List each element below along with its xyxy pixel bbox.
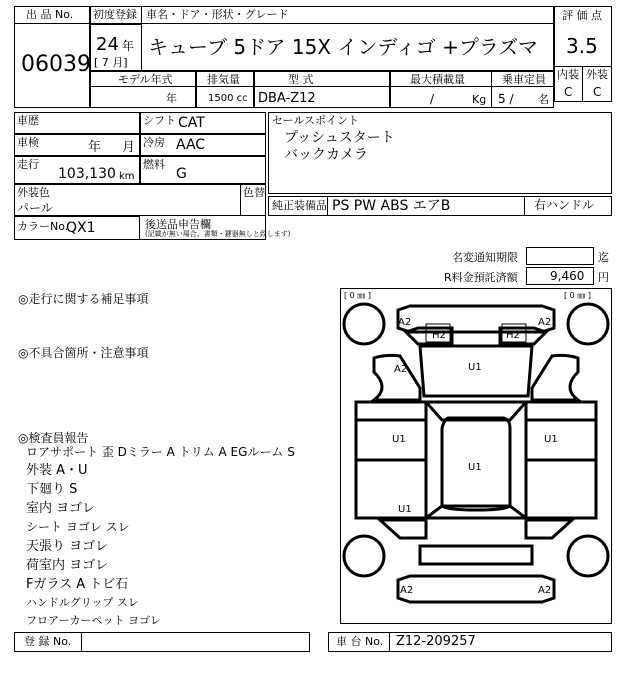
- max-load-unit: Kg: [472, 93, 487, 106]
- car-outline-svg: [340, 288, 612, 624]
- equipment-label: 純正装備品: [272, 199, 327, 212]
- mark-u1-windshield: U1: [468, 362, 482, 373]
- mark-a2-front-left: A2: [398, 317, 412, 328]
- sales-point-1: プッシュスタート: [284, 130, 395, 146]
- tire-depth-left: [ 0 ㎜ ]: [344, 291, 371, 300]
- score-value: 3.5: [566, 34, 598, 58]
- recycle-label: R料金預託済額: [444, 271, 518, 284]
- tire-rear-right: [568, 536, 608, 576]
- exterior-color-label: 外装色: [17, 186, 50, 199]
- notice-unit: 迄: [598, 251, 609, 264]
- first-reg-label: 初度登録: [93, 8, 137, 21]
- report-line: ハンドルグリップ スレ: [26, 596, 139, 609]
- report-line: 荷室内 ヨゴレ: [26, 558, 109, 573]
- exterior-label: 外装: [586, 68, 608, 81]
- rear-bumper-outline: [398, 576, 554, 602]
- color-no-label: カラーNo.: [17, 220, 69, 233]
- left-front-fender: [374, 355, 420, 400]
- model-year-unit: 年: [166, 92, 177, 105]
- equipment-value: PS PW ABS エアB: [332, 198, 451, 214]
- history-label: 車歴: [17, 114, 39, 127]
- inspector-report-heading: ◎検査員報告: [18, 431, 89, 445]
- reg-month: [ 7 月]: [94, 56, 128, 69]
- report-line: ロアサポート 歪 Dミラー A トリム A EGルーム S: [26, 445, 295, 459]
- mileage-label: 走行: [17, 158, 39, 171]
- chassis-label: 車 台 No.: [336, 635, 384, 648]
- mark-a2-rear-left: A2: [400, 585, 414, 596]
- report-line: 外装 A・U: [26, 463, 88, 478]
- displacement-value: 1500 cc: [208, 93, 248, 104]
- chassis-value: Z12-209257: [396, 634, 476, 649]
- tailgate-outline: [420, 546, 532, 564]
- mileage-unit: km: [119, 171, 135, 182]
- tire-rear-left: [344, 536, 384, 576]
- mark-a2-rear-right: A2: [538, 585, 552, 596]
- shift-label: シフト: [143, 114, 176, 127]
- tire-front-right: [568, 304, 608, 344]
- registration-label: 登 録 No.: [24, 635, 72, 648]
- notice-label: 名変通知期限: [452, 251, 518, 264]
- tire-depth-right: [ 0 ㎜ ]: [564, 291, 591, 300]
- report-line: 下廻り S: [26, 482, 78, 497]
- mark-u1-left-door: U1: [392, 434, 406, 445]
- color-change-label: 色替: [243, 186, 265, 199]
- ac-label: 冷房: [143, 136, 165, 149]
- interior-label: 内装: [557, 68, 579, 81]
- report-line: フロアーカーペット ヨゴレ: [26, 614, 161, 627]
- defects-heading: ◎不具合箇所・注意事項: [18, 346, 149, 360]
- car-name: キューブ 5ドア 15X インディゴ +プラズマ: [148, 35, 538, 59]
- recycle-unit: 円: [598, 271, 609, 284]
- mark-h2-left: H2: [432, 330, 446, 341]
- exterior-color-value: パール: [17, 201, 53, 215]
- report-line: Fガラス A トビ石: [26, 577, 129, 592]
- sales-point-label: セールスポイント: [272, 114, 360, 127]
- fuel-label: 燃料: [143, 158, 165, 171]
- capacity-value: 5 /: [498, 92, 514, 106]
- driving-supplement-heading: ◎走行に関する補足事項: [18, 292, 149, 306]
- mark-u1-roof: U1: [468, 462, 482, 473]
- right-front-fender: [532, 355, 578, 400]
- model-code-label: 型 式: [288, 73, 314, 86]
- mark-u1-right-door: U1: [544, 434, 558, 445]
- max-load-slash: /: [430, 92, 435, 106]
- mark-a2-front-right: A2: [538, 317, 552, 328]
- report-line: 室内 ヨゴレ: [26, 501, 96, 516]
- inspection-year-unit: 年: [88, 140, 102, 155]
- shift-value: CAT: [178, 115, 205, 131]
- recycle-value: 9,460: [550, 269, 585, 283]
- exterior-grade: C: [593, 85, 602, 99]
- mark-u1-left-rear: U1: [398, 504, 412, 515]
- mileage-value: 103,130: [58, 166, 116, 182]
- inspection-label: 車検: [17, 136, 39, 149]
- model-code-value: DBA-Z12: [258, 91, 316, 106]
- after-report-label: 後送品申告欄: [145, 218, 211, 231]
- score-label: 評 価 点: [562, 9, 602, 22]
- inspection-month-unit: 月: [122, 140, 136, 155]
- ac-value: AAC: [176, 137, 206, 153]
- reg-year-unit: 年: [122, 39, 135, 53]
- displacement-label: 排気量: [207, 73, 240, 86]
- mark-a2-hood: A2: [394, 364, 408, 375]
- color-no-value: QX1: [66, 220, 96, 236]
- report-line: シート ヨゴレ スレ: [26, 520, 130, 534]
- reg-year: 24: [96, 34, 119, 55]
- name-label: 車名・ドア・形状・グレード: [146, 8, 289, 21]
- fuel-value: G: [176, 166, 187, 182]
- capacity-unit: 名: [538, 93, 549, 106]
- rear-window-outline: [426, 506, 526, 518]
- model-year-label: モデル年式: [118, 73, 173, 86]
- rear-quarter-outline: [380, 520, 572, 538]
- handle-value: 右ハンドル: [534, 198, 595, 212]
- mark-h2-right: H2: [506, 330, 520, 341]
- lot-number: 06039: [21, 52, 91, 77]
- report-line: 天張り ヨゴレ: [26, 539, 109, 554]
- after-report-note: (記載が無い場合、書類・鍵器無しと致します): [145, 230, 291, 238]
- damage-diagram: [340, 288, 612, 624]
- notice-box: [526, 247, 594, 265]
- sales-point-2: バックカメラ: [284, 147, 368, 163]
- lot-label: 出 品 No.: [26, 8, 74, 21]
- capacity-label: 乗車定員: [502, 73, 546, 86]
- interior-grade: C: [564, 85, 573, 99]
- max-load-label: 最大積載量: [410, 73, 465, 86]
- tire-front-left: [344, 304, 384, 344]
